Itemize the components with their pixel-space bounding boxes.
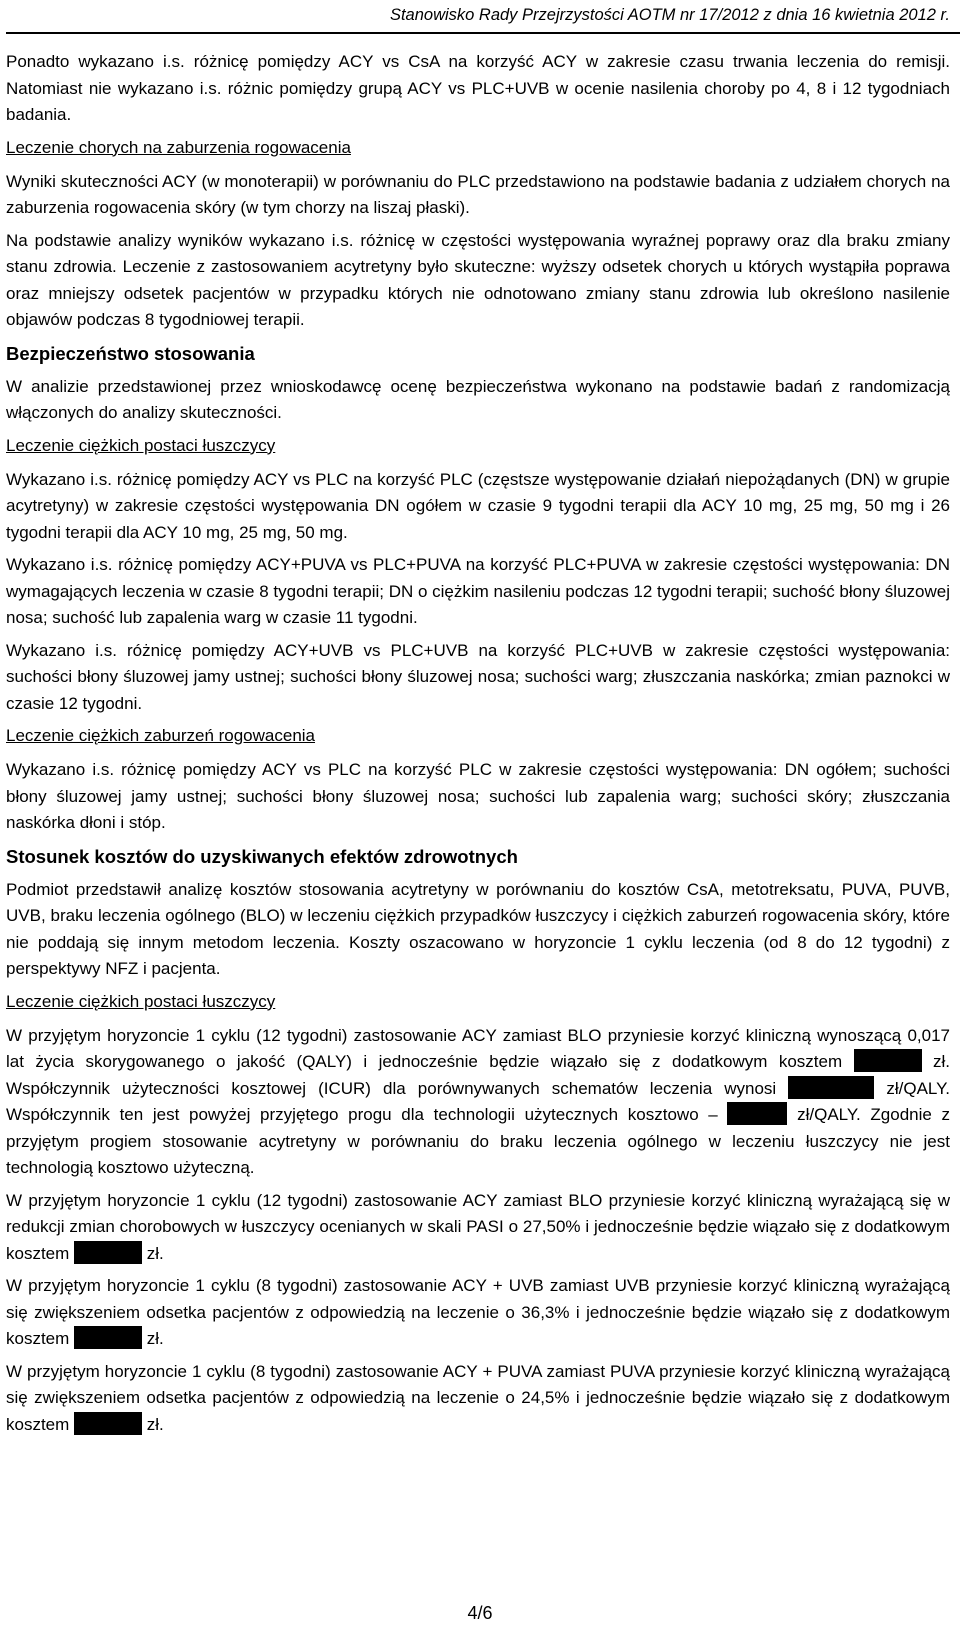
text-segment: zł/QALY. Współczynnik ten jest powyżej przyjętego progu dla technologii użytecznych kosztowo –	[6, 1078, 950, 1124]
redaction-block	[788, 1076, 874, 1099]
text-segment: zł/QALY. Zgodnie z przyjętym progiem stosowanie acytretyny w porównaniu do braku leczenia ogólnego w leczeniu łuszczycy nie jest technologią kosztowo użyteczną.	[6, 1105, 950, 1177]
text-segment: W przyjętym horyzoncie 1 cyklu (8 tygodni) zastosowanie ACY + UVB zamiast UVB przyniesie korzyć kliniczną wyrażającą się zwiększeniem odsetka pacjentów z odpowiedzią na leczenie o 36,3% i jednocześnie będzie wiązało się z dodatkowym kosztem	[6, 1276, 950, 1348]
paragraph-pasi	[6, 1188, 950, 1268]
redaction-block	[74, 1326, 142, 1349]
paragraph: Wykazano i.s. różnicę pomiędzy ACY+UVB vs PLC+UVB na korzyść PLC+UVB w zakresie częstości występowania: suchości błony śluzowej jamy ustnej; suchości błony śluzowej nosa; suchości warg; złuszczania naskórka; zmian paznokci w czasie 12 tygodni.	[6, 640, 950, 713]
paragraph: Na podstawie analizy wyników wykazano i.s. różnicę w częstości występowania wyraźnej poprawy oraz dla braku zmiany stanu zdrowia. Leczenie z zastosowaniem acytretyny było skuteczne: wyższy odsetek chorych u których wystąpiła poprawa oraz mniejszy odsetek pacjentów w przypadku których nie odnotowano zmiany stanu zdrowia lub określono nasilenie objawów podczas 8 tygodniowej terapii.	[6, 230, 950, 329]
redaction-block	[727, 1102, 787, 1125]
text-segment: W przyjętym horyzoncie 1 cyklu (8 tygodni) zastosowanie ACY + PUVA zamiast PUVA przyniesie korzyć kliniczną wyrażającą się zwiększeniem odsetka pacjentów z odpowiedzią na leczenie o 24,5% i jednocześnie będzie wiązało się z dodatkowym kosztem	[6, 1361, 950, 1434]
header-rule	[6, 32, 960, 34]
paragraph: Wykazano i.s. różnicę pomiędzy ACY+PUVA vs PLC+PUVA na korzyść PLC+PUVA w zakresie częstości występowania: DN wymagających leczenia w czasie 8 tygodni terapii; DN o ciężkim nasileniu podczas 12 tygodni terapii; suchość błony śluzowej nosa; suchość lub zapalenia warg w czasie 11 tygodni.	[6, 555, 950, 627]
text-segment: zł.	[146, 1414, 164, 1434]
redaction-block	[74, 1412, 142, 1435]
subheading: Leczenie ciężkich zaburzeń rogowacenia	[6, 726, 316, 745]
text-segment: zł.	[146, 1329, 164, 1348]
paragraph: Ponadto wykazano i.s. różnicę pomiędzy ACY vs CsA na korzyść ACY w zakresie czasu trwania leczenia do remisji. Natomiast nie wykazano i.s. różnic pomiędzy grupą ACY vs PLC+UVB w ocenie nasilenia choroby po 4, 8 i 12 tygodniach badania.	[6, 52, 950, 124]
text-segment: W przyjętym horyzoncie 1 cyklu (12 tygodni) zastosowanie ACY zamiast BLO przyniesie korzyć kliniczną wyrażającą się w redukcji zmian chorobowych w łuszczycy ocenianych w skali PASI o 27,50% i jednocześnie będzie wiązało się z dodatkowym kosztem	[6, 1190, 950, 1263]
redaction-block	[74, 1241, 142, 1264]
paragraph: Wykazano i.s. różnicę pomiędzy ACY vs PLC na korzyść PLC (częstsze występowanie działań niepożądanych (DN) w grupie acytretyny) w zakresie częstości występowania DN ogółem w czasie 9 tygodni terapii dla ACY 10 mg, 25 mg, 50 mg i 26 tygodni terapii dla ACY 10 mg, 25 mg, 50 mg.	[6, 469, 950, 542]
subheading: Leczenie chorych na zaburzenia rogowacenia	[6, 137, 351, 157]
page-header: Stanowisko Rady Przejrzystości AOTM nr 17/2012 z dnia 16 kwietnia 2012 r.	[389, 6, 950, 24]
paragraph-puva	[6, 1359, 950, 1439]
subheading: Leczenie ciężkich postaci łuszczycy	[6, 435, 276, 455]
paragraph: W analizie przedstawionej przez wnioskodawcę ocenę bezpieczeństwa wykonano na podstawie badań z randomizacją włączonych do analizy skuteczności.	[6, 376, 950, 422]
text-segment: zł.	[146, 1243, 164, 1263]
paragraph: Podmiot przedstawił analizę kosztów stosowania acytretyny w porównaniu do kosztów CsA, metotreksatu, PUVA, PUVB, UVB, braku leczenia ogólnego (BLO) w leczeniu ciężkich przypadków łuszczycy i ciężkich zaburzeń rogowacenia skóry, które nie poddają się innym metodom leczenia. Koszty oszacowano w horyzoncie 1 cyklu leczenia (od 8 do 12 tygodni) z perspektywy NFZ i pacjenta.	[6, 879, 950, 978]
redaction-block	[854, 1049, 922, 1072]
paragraph-icur	[6, 1023, 950, 1182]
text-segment: W przyjętym horyzoncie 1 cyklu (12 tygodni) zastosowanie ACY zamiast BLO przyniesie korzyć kliniczną wynoszącą 0,017 lat życia skorygowanego o jakość (QALY) i jednocześnie będzie wiązało się z dodatkowym kosztem	[6, 1025, 950, 1071]
document-body	[6, 49, 950, 1444]
paragraph: Wyniki skuteczności ACY (w monoterapii) w porównaniu do PLC przedstawiono na podstawie badania z udziałem chorych na zaburzenia rogowacenia skóry (w tym chorzy na liszaj płaski).	[6, 171, 950, 217]
section-heading-safety: Bezpieczeństwo stosowania	[6, 342, 255, 364]
subheading: Leczenie ciężkich postaci łuszczycy	[6, 991, 276, 1011]
section-heading-cost: Stosunek kosztów do uzyskiwanych efektów zdrowotnych	[6, 845, 518, 867]
page-number: 4/6	[467, 1603, 493, 1623]
paragraph-uvb	[6, 1273, 950, 1353]
paragraph: Wykazano i.s. różnicę pomiędzy ACY vs PLC na korzyść PLC w zakresie częstości występowania: DN ogółem; suchości błony śluzowej jamy ustnej; suchości błony śluzowej nosa; suchości lub zapalenia warg; suchości skóry; złuszczania naskórka dłoni i stóp.	[6, 760, 950, 832]
text-segment: zł. Współczynnik użyteczności kosztowej (ICUR) dla porównywanych schematów leczenia wynosi	[6, 1052, 950, 1098]
